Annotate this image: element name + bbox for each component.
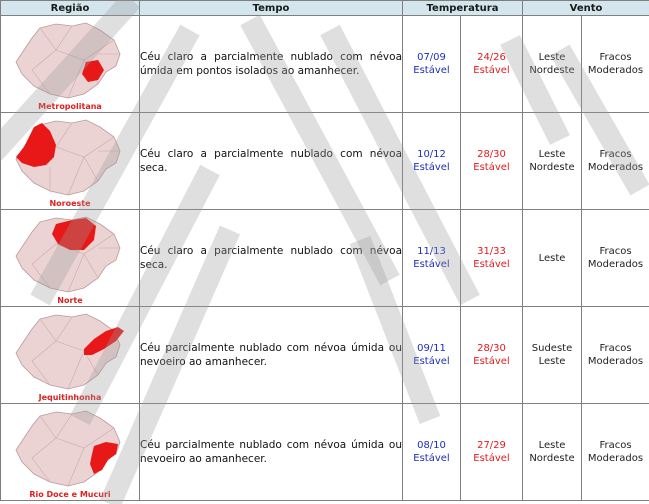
temp-max-value: 31/33 xyxy=(477,246,506,257)
header-vento: Vento xyxy=(523,1,649,16)
region-name: Metropolitana xyxy=(38,102,102,111)
temp-max-cell xyxy=(461,210,523,307)
region-name: Noroeste xyxy=(49,199,91,208)
tempo-text: Céu parcialmente nublado com névoa úmida ou nevoeiro ao amanhecer. xyxy=(140,307,403,404)
temp-max-value: 28/30 xyxy=(477,149,506,160)
region-cell xyxy=(1,307,140,404)
temp-max-trend: Estável xyxy=(473,65,510,76)
header-regiao: Região xyxy=(1,1,140,16)
header-tempo: Tempo xyxy=(140,1,403,16)
wind-speed: Fracos Moderados xyxy=(582,210,649,307)
temp-max-cell xyxy=(461,113,523,210)
header-temperatura: Temperatura xyxy=(403,1,523,16)
temp-max-trend: Estável xyxy=(473,356,510,367)
header-row xyxy=(1,1,649,16)
temp-min-cell xyxy=(403,16,461,113)
tempo-text: Céu claro a parcialmente nublado com névoa úmida em pontos isolados ao amanhecer. xyxy=(140,16,403,113)
wind-direction: Sudeste Leste xyxy=(523,307,582,404)
state-map-jequitinhonha-icon xyxy=(10,311,130,393)
temp-min-trend: Estável xyxy=(413,162,450,173)
table-row xyxy=(1,113,649,210)
tempo-text: Céu claro a parcialmente nublado com névoa seca. xyxy=(140,113,403,210)
wind-direction: Leste Nordeste xyxy=(523,16,582,113)
state-map-noroeste-icon xyxy=(10,117,130,199)
temp-max-value: 27/29 xyxy=(477,440,506,451)
region-name: Rio Doce e Mucuri xyxy=(29,490,111,499)
table-row xyxy=(1,307,649,404)
temp-min-cell xyxy=(403,113,461,210)
temp-max-value: 28/30 xyxy=(477,343,506,354)
region-cell xyxy=(1,113,140,210)
temp-max-trend: Estável xyxy=(473,453,510,464)
temp-min-value: 11/13 xyxy=(417,246,446,257)
tempo-text: Céu parcialmente nublado com névoa úmida ou nevoeiro ao amanhecer. xyxy=(140,404,403,501)
temp-max-cell xyxy=(461,16,523,113)
region-name: Jequitinhonha xyxy=(38,393,102,402)
wind-speed: Fracos Moderados xyxy=(582,113,649,210)
state-map-rio-doce-mucuri-icon xyxy=(10,408,130,490)
wind-direction: Leste Nordeste xyxy=(523,113,582,210)
temp-min-value: 07/09 xyxy=(417,52,446,63)
temp-min-value: 09/11 xyxy=(417,343,446,354)
temp-max-value: 24/26 xyxy=(477,52,506,63)
wind-speed: Fracos Moderados xyxy=(582,307,649,404)
temp-min-value: 10/12 xyxy=(417,149,446,160)
temp-max-trend: Estável xyxy=(473,259,510,270)
table-row xyxy=(1,16,649,113)
table-row xyxy=(1,210,649,307)
region-name: Norte xyxy=(57,296,83,305)
region-cell xyxy=(1,16,140,113)
region-cell xyxy=(1,404,140,501)
temp-min-cell xyxy=(403,210,461,307)
tempo-text: Céu claro a parcialmente nublado com névoa seca. xyxy=(140,210,403,307)
wind-speed: Fracos Moderados xyxy=(582,404,649,501)
temp-min-trend: Estável xyxy=(413,453,450,464)
state-map-norte-icon xyxy=(10,214,130,296)
wind-speed: Fracos Moderados xyxy=(582,16,649,113)
wind-direction: Leste xyxy=(523,210,582,307)
temp-max-cell xyxy=(461,307,523,404)
temp-min-trend: Estável xyxy=(413,356,450,367)
wind-direction: Leste Nordeste xyxy=(523,404,582,501)
temp-max-trend: Estável xyxy=(473,162,510,173)
temp-min-value: 08/10 xyxy=(417,440,446,451)
temp-min-cell xyxy=(403,307,461,404)
temp-max-cell xyxy=(461,404,523,501)
state-map-metropolitana-icon xyxy=(10,20,130,102)
region-cell xyxy=(1,210,140,307)
temp-min-cell xyxy=(403,404,461,501)
temp-min-trend: Estável xyxy=(413,259,450,270)
table-row xyxy=(1,404,649,501)
temp-min-trend: Estável xyxy=(413,65,450,76)
